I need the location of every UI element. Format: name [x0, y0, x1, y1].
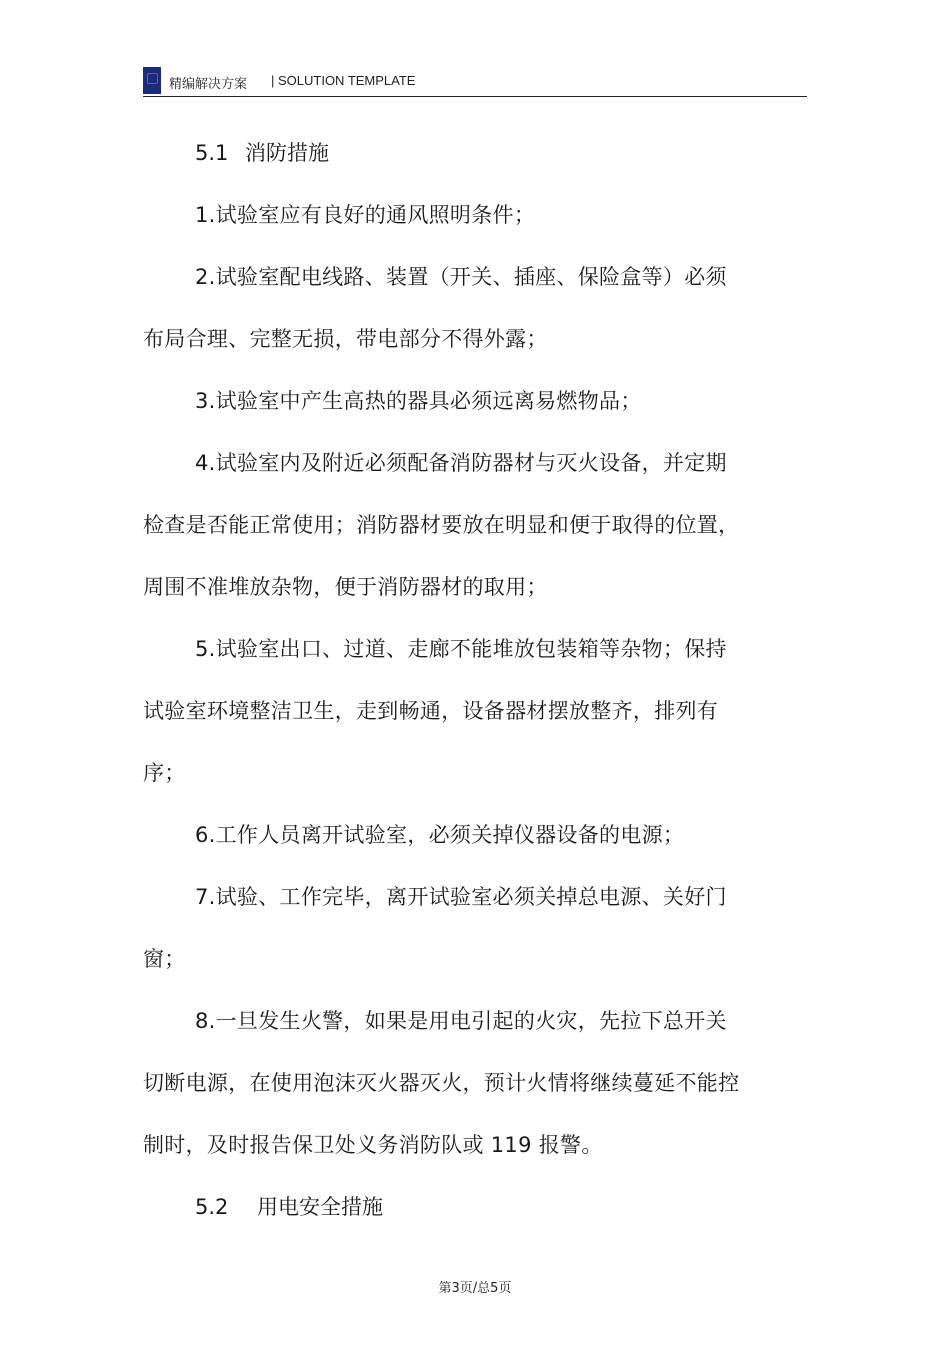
- paragraph-4: 4.试验室内及附近必须配备消防器材与灭火设备，并定期检查是否能正常使用；消防器材要放在明显和便于取得的位置，周围不准堆放杂物，便于消防器材的取用；: [143, 451, 740, 599]
- section-number: 5.1: [195, 141, 229, 165]
- section-heading-5-2: [143, 1176, 743, 1238]
- paragraph-1: 1.试验室应有良好的通风照明条件；: [195, 203, 536, 227]
- section-title: 用电安全措施: [257, 1195, 383, 1219]
- paragraph-5: 5.试验室出口、过道、走廊不能堆放包装箱等杂物；保持试验室环境整洁卫生，走到畅通，设备器材摆放整齐，排列有序；: [143, 637, 727, 785]
- paragraph-7: 7.试验、工作完毕，离开试验室必须关掉总电源、关好门窗；: [143, 885, 727, 971]
- section-number: 5.2: [195, 1195, 229, 1219]
- paragraph-3: 3.试验室中产生高热的器具必须远离易燃物品；: [195, 389, 642, 413]
- logo-icon: [143, 67, 161, 94]
- section-heading-5-1: [143, 122, 743, 184]
- document-body: [143, 122, 743, 1238]
- paragraph-8: 8.一旦发生火警，如果是用电引起的火灾，先拉下总开关切断电源，在使用泡沫灭火器灭火，预计火情将继续蔓延不能控制时，及时报告保卫处义务消防队或 119 报警。: [143, 1009, 740, 1157]
- page-header: [143, 66, 807, 97]
- paragraph-6: 6.工作人员离开试验室，必须关掉仪器设备的电源；: [195, 823, 685, 847]
- header-tagline: | SOLUTION TEMPLATE: [271, 73, 416, 88]
- section-title: 消防措施: [245, 141, 329, 165]
- paragraph-2: 2.试验室配电线路、装置（开关、插座、保险盒等）必须布局合理、完整无损，带电部分不得外露；: [143, 265, 727, 351]
- header-brand: 精编解决方案: [169, 77, 248, 92]
- page-footer: 第3页/总5页: [438, 1281, 512, 1296]
